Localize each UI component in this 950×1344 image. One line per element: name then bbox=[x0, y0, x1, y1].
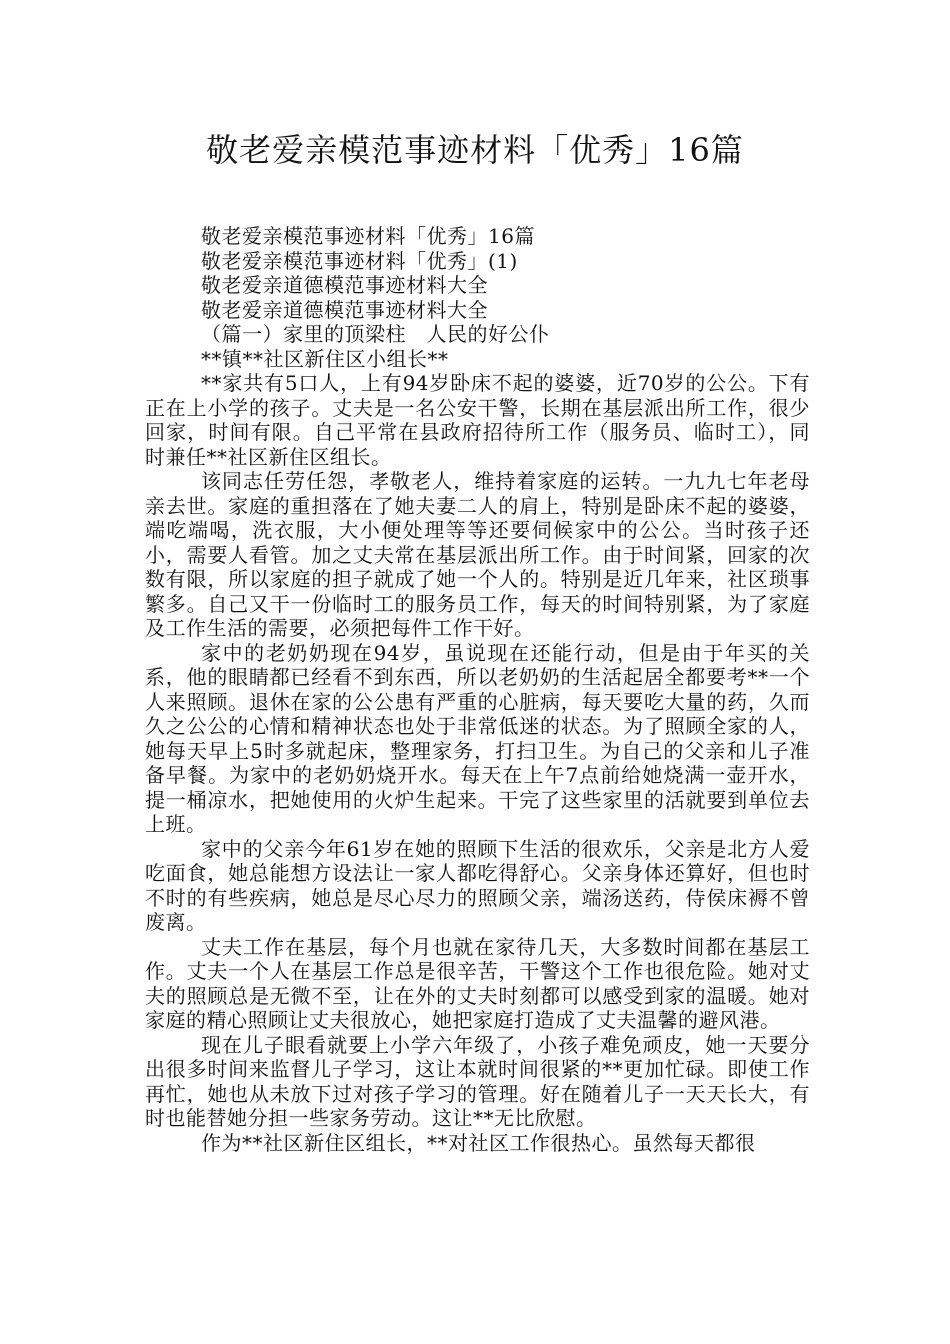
section-heading: （篇一）家里的顶梁柱 人民的好公仆 bbox=[201, 322, 550, 346]
body-paragraph: 丈夫工作在基层，每个月也就在家待几天，大多数时间都在基层工作。丈夫一个人在基层工作总是很辛苦，干警这个工作也很危险。她对丈夫的照顾总是无微不至，让在外的丈夫时刻都可以感受到家的温暖。她对家庭的精心照顾让丈夫很放心，她把家庭打造成了丈夫温馨的避风港。 bbox=[145, 934, 810, 1032]
body-paragraph: 该同志任劳任怨，孝敬老人，维持着家庭的运转。一九九七年老母亲去世。家庭的重担落在了她夫妻二人的肩上，特别是卧床不起的婆婆，端吃端喝，洗衣服，大小便处理等等还要伺候家中的公公。当时孩子还小，需要人看管。加之丈夫常在基层派出所工作。由于时间紧，回家的次数有限，所以家庭的担子就成了她一个人的。特别是近几年来，社区琐事繁多。自己又干一份临时工的服务员工作，每天的时间特别紧，为了家庭及工作生活的需要，必须把每件工作干好。 bbox=[145, 469, 810, 640]
heading-line: 敬老爱亲模范事迹材料「优秀」16篇 bbox=[201, 224, 535, 248]
heading-line: 敬老爱亲道德模范事迹材料大全 bbox=[201, 297, 488, 322]
heading-line: 敬老爱亲道德模范事迹材料大全 bbox=[201, 273, 488, 297]
body-paragraph: **家共有5口人，上有94岁卧床不起的婆婆，近70岁的公公。下有正在上小学的孩子。丈夫是一名公安干警，长期在基层派出所工作，很少回家，时间有限。自己平常在县政府招待所工作（服务员、临时工），同时兼任**社区新住区组长。 bbox=[145, 371, 810, 469]
body-paragraph: 作为**社区新住区组长，**对社区工作很热心。虽然每天都很 bbox=[201, 1130, 756, 1155]
body-paragraph: 现在儿子眼看就要上小学六年级了，小孩子难免顽皮，她一天要分出很多时间来监督儿子学习，这让本就时间很紧的**更加忙碌。即使工作再忙，她也从未放下过对孩子学习的管理。好在随着儿子一天天长大，有时也能替她分担一些家务劳动。这让**无比欣慰。 bbox=[145, 1032, 810, 1130]
section-subheading: **镇**社区新住区小组长** bbox=[201, 346, 449, 371]
heading-line: 敬老爱亲模范事迹材料「优秀」(1) bbox=[201, 248, 518, 273]
body-paragraph: 家中的老奶奶现在94岁，虽说现在还能行动，但是由于年买的关系，他的眼睛都已经看不到东西，所以老奶奶的生活起居全都要考**一个人来照顾。退休在家的公公患有严重的心脏病，每天要吃大量的药，久而久之公公的心情和精神状态也处于非常低迷的状态。为了照顾全家的人，她每天早上5时多就起床，整理家务，打扫卫生。为自己的父亲和儿子准备早餐。为家中的老奶奶烧开水。每天在上午7点前给她烧满一壶开水，提一桶凉水，把她使用的火炉生起来。干完了这些家里的活就要到单位去上班。 bbox=[145, 640, 810, 836]
document-body bbox=[145, 224, 810, 1155]
document-title: 敬老爱亲模范事迹材料「优秀」16篇 bbox=[206, 131, 744, 169]
body-paragraph: 家中的父亲今年61岁在她的照顾下生活的很欢乐，父亲是北方人爱吃面食，她总能想方设法让一家人都吃得舒心。父亲身体还算好，但也时不时的有些疾病，她总是尽心尽力的照顾父亲，端汤送药，侍侯床褥不曾废离。 bbox=[145, 836, 810, 934]
